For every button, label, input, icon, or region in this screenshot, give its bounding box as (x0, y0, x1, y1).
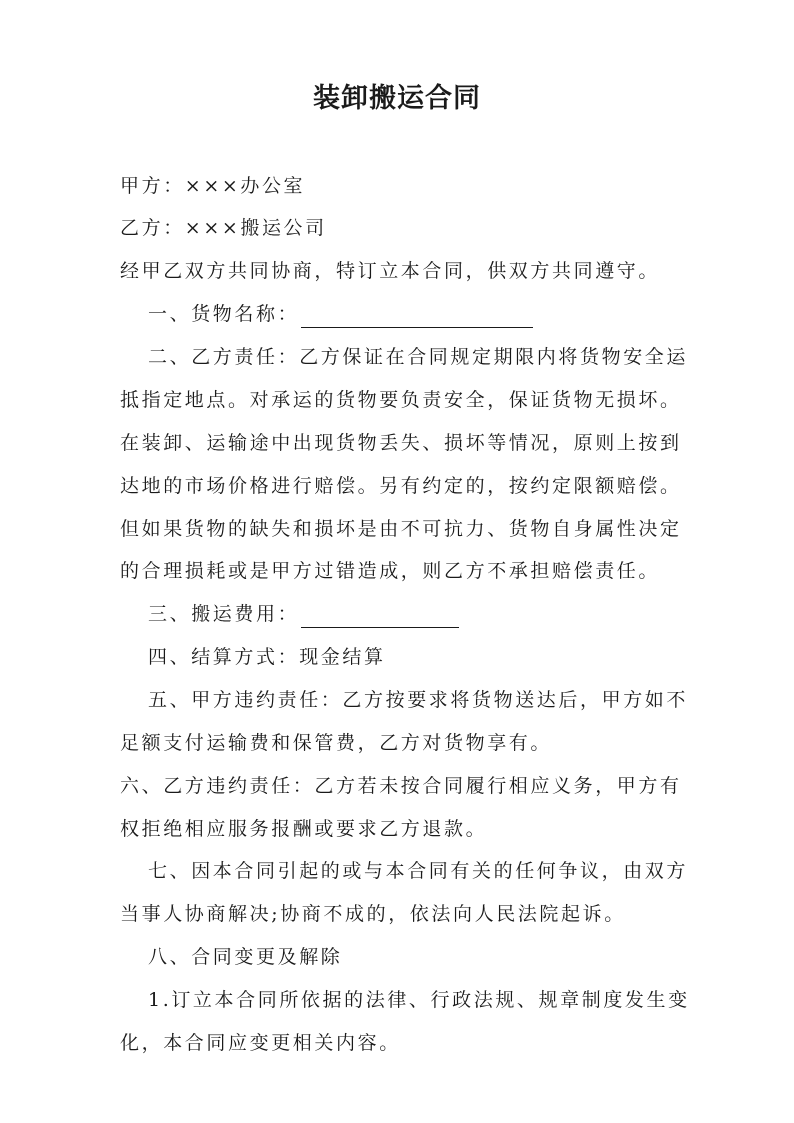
clause-2-line-2: 抵指定地点。对承运的货物要负责安全，保证货物无损坏。 (120, 389, 682, 411)
clause-5-line-2: 足额支付运输费和保管费，乙方对货物享有。 (120, 732, 553, 754)
party-b-line: 乙方：×××搬运公司 (120, 217, 327, 239)
clause-3-label: 三、搬运费用： (148, 603, 300, 625)
clause-7-line-1: 七、因本合同引起的或与本合同有关的任何争议，由双方 (148, 860, 689, 882)
clause-6-line-1: 六、乙方违约责任：乙方若未按合同履行相应义务，甲方有 (120, 775, 682, 797)
clause-6-line-2: 权拒绝相应服务报酬或要求乙方退款。 (120, 818, 488, 840)
clause-8-heading: 八、合同变更及解除 (148, 946, 343, 968)
clause-8-item-1-line-1: 1.订立本合同所依据的法律、行政法规、规章制度发生变 (148, 989, 690, 1011)
clause-8-item-1-line-2: 化，本合同应变更相关内容。 (120, 1032, 401, 1054)
clause-2-line-5: 但如果货物的缺失和损坏是由不可抗力、货物自身属性决定 (120, 518, 682, 540)
clause-7-line-2: 当事人协商解决;协商不成的，依法向人民法院起诉。 (120, 903, 626, 925)
preamble-line: 经甲乙双方共同协商，特订立本合同，供双方共同遵守。 (120, 260, 661, 282)
clause-2-line-3: 在装卸、运输途中出现货物丢失、损坏等情况，原则上按到 (120, 432, 682, 454)
clause-4-line: 四、结算方式：现金结算 (148, 646, 386, 668)
goods-name-blank (301, 305, 533, 328)
fee-blank (301, 605, 459, 628)
clause-5-line-1: 五、甲方违约责任：乙方按要求将货物送达后，甲方如不 (148, 689, 689, 711)
clause-2-line-6: 的合理损耗或是甲方过错造成，则乙方不承担赔偿责任。 (120, 560, 661, 582)
clause-1-label: 一、货物名称： (148, 303, 300, 325)
clause-3-line (148, 600, 680, 628)
page-title: 装卸搬运合同 (313, 83, 481, 114)
clause-1-line (148, 300, 680, 328)
party-a-line: 甲方：×××办公室 (120, 175, 306, 197)
clause-2-line-1: 二、乙方责任：乙方保证在合同规定期限内将货物安全运 (148, 346, 689, 368)
clause-2-line-4: 达地的市场价格进行赔偿。另有约定的，按约定限额赔偿。 (120, 475, 682, 497)
